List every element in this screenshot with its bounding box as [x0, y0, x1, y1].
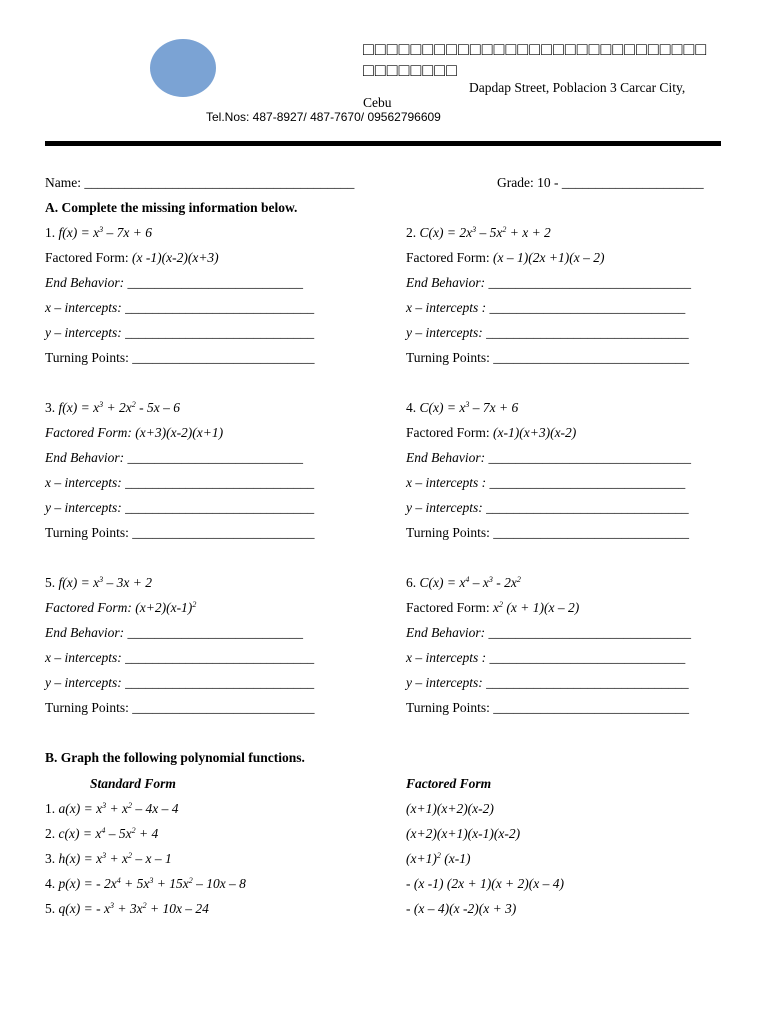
- problem-1-turning-points[interactable]: Turning Points: ___________________________: [45, 350, 315, 365]
- problem-1-function: 1. $f(x) = x^3 - 7x + 6$: [45, 225, 152, 240]
- header-divider: [45, 141, 721, 146]
- school-name: □□□□□□□□□□□□□□□□□□□□□□□□□□□□□□□□□□□□□: [363, 39, 708, 80]
- problem-1-x-intercepts[interactable]: x – intercepts: ____________________________: [45, 300, 315, 315]
- school-telephone: Tel.Nos: 487-8927/ 487-7670/ 09562796609: [206, 110, 441, 124]
- graph-item-4-standard: 4. p(x) = - $2x^4 + 5x^3 + 15x^2 - 10x - 8$: [45, 876, 246, 891]
- problem-4-x-intercepts[interactable]: x – intercepts : _____________________________: [406, 475, 686, 490]
- grade-blank[interactable]: _____________________: [561, 175, 704, 190]
- problem-5-factored: Factored Form: $(x+2)(x-1)^2$: [45, 600, 197, 615]
- school-address: Dapdap Street, Poblacion 3 Carcar City,: [469, 80, 686, 95]
- standard-form-header: Standard Form: [90, 776, 176, 791]
- school-city: Cebu: [363, 95, 392, 110]
- problem-6-turning-points[interactable]: Turning Points: _____________________________: [406, 700, 690, 715]
- graph-item-5-factored: - (x – 4)(x -2)(x + 3): [406, 901, 517, 916]
- problem-5-function: 5. $f(x) = x^3 - 3x + 2$: [45, 575, 152, 590]
- problem-5-turning-points[interactable]: Turning Points: ___________________________: [45, 700, 315, 715]
- problem-2-y-intercepts[interactable]: y – intercepts: ______________________________: [406, 325, 689, 340]
- graph-item-5-standard: 5. q(x) = - $x^3 + 3x^2 + 10x - 24$: [45, 901, 209, 916]
- problem-2-turning-points[interactable]: Turning Points: _____________________________: [406, 350, 690, 365]
- problem-3-y-intercepts[interactable]: y – intercepts: ____________________________: [45, 500, 315, 515]
- problem-2-x-intercepts[interactable]: x – intercepts : _____________________________: [406, 300, 686, 315]
- school-logo: [150, 39, 216, 97]
- problem-6-x-intercepts[interactable]: x – intercepts : _____________________________: [406, 650, 686, 665]
- problem-6-end-behavior[interactable]: End Behavior: ______________________________: [406, 625, 691, 640]
- problem-2-function: 2. $C(x) = 2x^3 - 5x^2 + x + 2$: [406, 225, 551, 240]
- section-a-title: A. Complete the missing information below.: [45, 200, 298, 215]
- problem-5-x-intercepts[interactable]: x – intercepts: ____________________________: [45, 650, 315, 665]
- graph-item-4-factored: - (x -1) (2x + 1)(x + 2)(x – 4): [406, 876, 565, 891]
- factored-form-header: Factored Form: [406, 776, 492, 791]
- name-field[interactable]: [45, 175, 354, 191]
- problem-1-end-behavior[interactable]: End Behavior: __________________________: [45, 275, 303, 290]
- problem-3-function: 3. $f(x) = x^3 + 2x^2 - 5x - 6$: [45, 400, 180, 415]
- problem-1-y-intercepts[interactable]: y – intercepts: ____________________________: [45, 325, 315, 340]
- name-label: Name:: [45, 175, 81, 190]
- graph-item-2-factored: (x+2)(x+1)(x-1)(x-2): [406, 826, 521, 841]
- name-blank[interactable]: ________________________________________: [84, 175, 355, 190]
- problem-3-factored: Factored Form: (x+3)(x-2)(x+1): [45, 425, 224, 440]
- problem-4-turning-points[interactable]: Turning Points: _____________________________: [406, 525, 690, 540]
- problem-6-function: 6. $C(x) = x^4 - x^3 - 2x^2$: [406, 575, 521, 590]
- problem-6-y-intercepts[interactable]: y – intercepts: ______________________________: [406, 675, 689, 690]
- graph-item-2-standard: 2. $c(x) = x^4 - 5x^2 + 4$: [45, 826, 159, 841]
- graph-item-1-standard: 1. $a(x) = x^3 + x^2 - 4x - 4$: [45, 801, 179, 816]
- graph-item-3-standard: 3. $h(x) = x^3 + x^2 - x - 1$: [45, 851, 172, 866]
- problem-2-factored: Factored Form: (x – 1)(2x +1)(x – 2): [406, 250, 605, 265]
- graph-item-1-factored: (x+1)(x+2)(x-2): [406, 801, 494, 816]
- grade-label: Grade: 10 -: [497, 175, 559, 190]
- problem-3-x-intercepts[interactable]: x – intercepts: ____________________________: [45, 475, 315, 490]
- problem-5-end-behavior[interactable]: End Behavior: __________________________: [45, 625, 303, 640]
- section-b-title: B. Graph the following polynomial functions.: [45, 750, 305, 765]
- problem-4-end-behavior[interactable]: End Behavior: ______________________________: [406, 450, 691, 465]
- problem-4-function: 4. $C(x) = x^3 - 7x + 6$: [406, 400, 519, 415]
- problem-2-end-behavior[interactable]: End Behavior: ______________________________: [406, 275, 691, 290]
- problem-6-factored: Factored Form: $x^2$ (x + 1)(x – 2): [406, 600, 580, 615]
- problem-1-factored: Factored Form: (x -1)(x-2)(x+3): [45, 250, 219, 265]
- problem-5-y-intercepts[interactable]: y – intercepts: ____________________________: [45, 675, 315, 690]
- problem-4-y-intercepts[interactable]: y – intercepts: ______________________________: [406, 500, 689, 515]
- problem-3-end-behavior[interactable]: End Behavior: __________________________: [45, 450, 303, 465]
- problem-3-turning-points[interactable]: Turning Points: ___________________________: [45, 525, 315, 540]
- graph-item-3-factored: $(x+1)^2$ (x-1): [406, 851, 471, 866]
- problem-4-factored: Factored Form: (x-1)(x+3)(x-2): [406, 425, 577, 440]
- grade-field[interactable]: [497, 175, 704, 191]
